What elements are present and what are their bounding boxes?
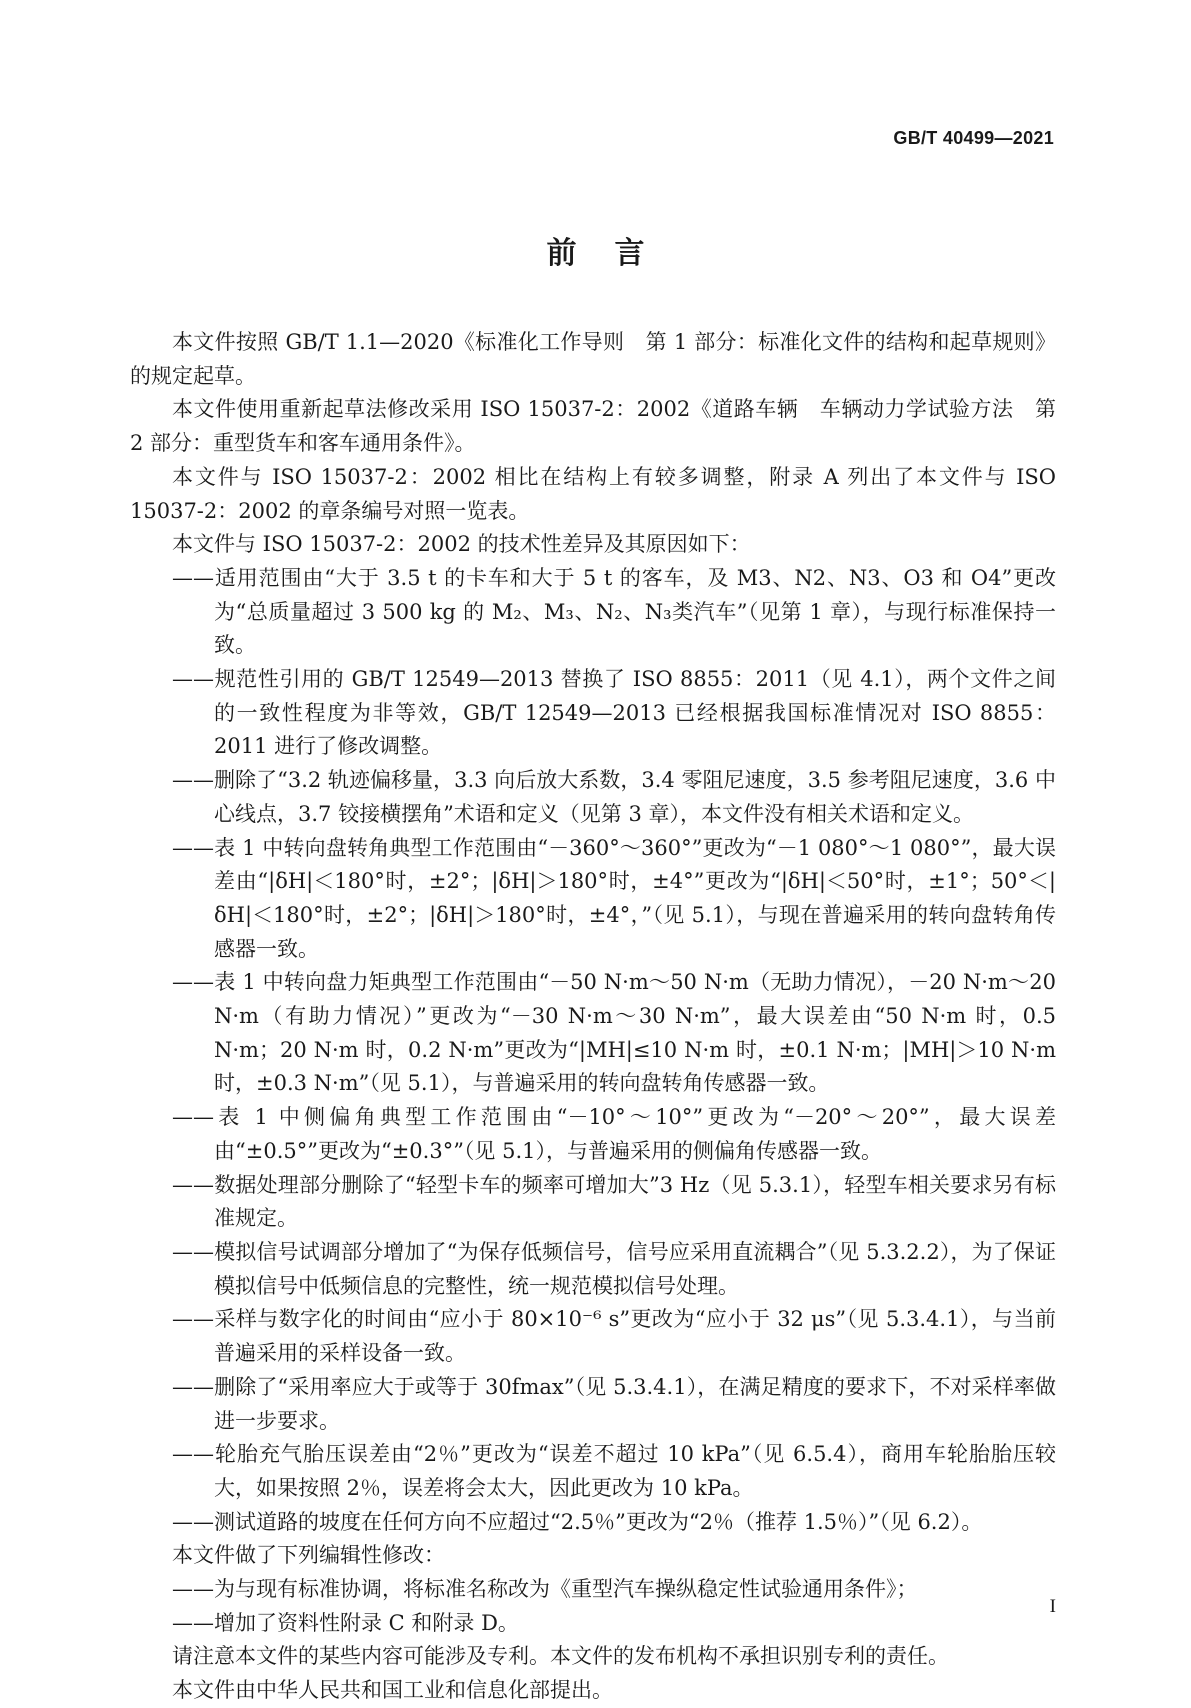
page-title: 前言 [546,236,683,271]
paragraph-differences-intro: 本文件与 ISO 15037-2：2002 的技术性差异及其原因如下： [172,532,751,557]
editorial-intro: 本文件做了下列编辑性修改： [172,1543,445,1568]
editorial-item: ——增加了资料性附录 C 和附录 D。 [172,1610,519,1635]
patent-note: 请注意本文件的某些内容可能涉及专利。本文件的发布机构不承担识别专利的责任。 [172,1644,949,1669]
difference-item: ——表 1 中侧偏角典型工作范围由“－10°～10°”更改为“－20°～20°”，最大误差由“±0.5°”更改为“±0.3°”（见 5.1），与普遍采用的侧偏角传感器一致。 [172,1105,1056,1163]
difference-item: ——删除了“3.2 轨迹偏移量，3.3 向后放大系数，3.4 零阻尼速度，3.5 参考阻尼速度，3.6 中心线点，3.7 铰接横摆角”术语和定义（见第 3 章），本文件没有相关术语和定义。 [172,768,1056,826]
paragraph-drafting-rules: 本文件按照 GB/T 1.1—2020《标准化工作导则 第 1 部分：标准化文件的结构和起草规则》的规定起草。 [130,330,1056,388]
difference-item: ——采样与数字化的时间由“应小于 80×10⁻⁶ s”更改为“应小于 32 μs”（见 5.3.4.1），与当前普遍采用的采样设备一致。 [172,1307,1056,1366]
paragraph-structure: 本文件与 ISO 15037-2：2002 相比在结构上有较多调整，附录 A 列出了本文件与 ISO 15037-2：2002 的章条编号对照一览表。 [130,464,1056,523]
difference-item: ——表 1 中转向盘转角典型工作范围由“－360°～360°”更改为“－1 080°～1 080°”，最大误差由“|δH|＜180°时，±2°；|δH|＞180°时，±4°”更改为“|δH|＜50°时，±1°；50°＜|δH|＜180°时，±2°；|δH|＞180°时，±4°，”（见 5.1），与现在普遍采用的转向盘转角传感器一致。 [172,835,1056,961]
difference-item: ——数据处理部分删除了“轻型卡车的频率可增加大”3 Hz（见 5.3.1），轻型车相关要求另有标准规定。 [172,1172,1056,1231]
foreword-body [130,326,1056,1708]
difference-item: ——模拟信号试调部分增加了“为保存低频信号，信号应采用直流耦合”（见 5.3.2.2），为了保证模拟信号中低频信息的完整性，统一规范模拟信号处理。 [172,1239,1056,1298]
difference-item: ——测试道路的坡度在任何方向不应超过“2.5％”更改为“2％（推荐 1.5％）”（见 6.2）。 [172,1509,983,1534]
page-number: I [1049,1596,1056,1617]
proposer-note: 本文件由中华人民共和国工业和信息化部提出。 [172,1678,613,1703]
difference-item: ——轮胎充气胎压误差由“2％”更改为“误差不超过 10 kPa”（见 6.5.4），商用车轮胎胎压较大，如果按照 2％，误差将会太大，因此更改为 10 kPa。 [172,1442,1056,1500]
difference-item: ——删除了“采用率应大于或等于 30fmax”（见 5.3.4.1），在满足精度的要求下，不对采样率做进一步要求。 [172,1374,1056,1433]
standard-number: GB/T 40499—2021 [893,128,1054,148]
difference-item: ——适用范围由“大于 3.5 t 的卡车和大于 5 t 的客车，及 M3、N2、N3、O3 和 O4”更改为“总质量超过 3 500 kg 的 M₂、M₃、N₂、N₃类汽车”（见第 1 章），与现行标准保持一致。 [172,565,1056,658]
paragraph-adoption: 本文件使用重新起草法修改采用 ISO 15037-2：2002《道路车辆 车辆动力学试验方法 第 2 部分：重型货车和客车通用条件》。 [130,397,1056,456]
editorial-item: ——为与现有标准协调，将标准名称改为《重型汽车操纵稳定性试验通用条件》； [172,1577,918,1602]
difference-item: ——表 1 中转向盘力矩典型工作范围由“－50 N·m～50 N·m（无助力情况），－20 N·m～20 N·m（有助力情况）”更改为“－30 N·m～30 N·m”，最大误差由“50 N·m 时，0.5 N·m；20 N·m 时，0.2 N·m”更改为“|MH|≤10 N·m 时，±0.1 N·m；|MH|＞10 N·m时，±0.3 N·m”（见 5.1），与普遍采用的转向盘转角传感器一致。 [172,970,1056,1096]
difference-item: ——规范性引用的 GB/T 12549—2013 替换了 ISO 8855：2011（见 4.1），两个文件之间的一致性程度为非等效，GB/T 12549—2013 已经根据我国标准情况对 ISO 8855：2011 进行了修改调整。 [172,667,1056,759]
